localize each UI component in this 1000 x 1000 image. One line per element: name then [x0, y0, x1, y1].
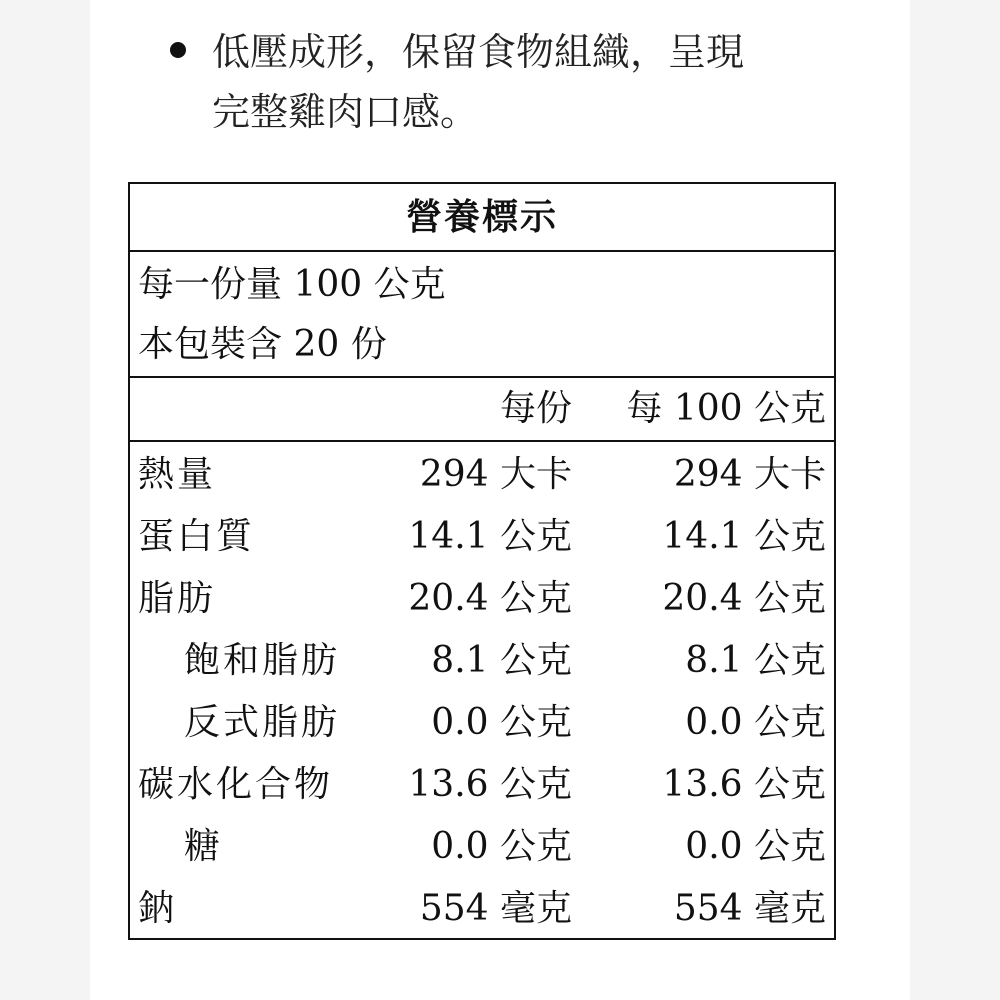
label-title: 營養標示 — [130, 184, 834, 252]
nutrient-row-calories — [130, 444, 834, 506]
nutrient-row-trans-fat — [130, 692, 834, 754]
nutrient-row-sugar — [130, 816, 834, 878]
per-100g-value: 0.0 公克 — [685, 702, 826, 743]
per-100g-value: 14.1 公克 — [662, 516, 826, 557]
serving-size: 每一份量 100 公克 — [138, 264, 446, 305]
bullet-text — [212, 22, 850, 142]
nutrient-row-saturated-fat — [130, 630, 834, 692]
bullet-line-1: 低壓成形，保留食物組織，呈現 — [212, 30, 745, 74]
nutrient-row-protein — [130, 506, 834, 568]
nutrient-row-carbohydrate — [130, 754, 834, 816]
col-per-100g: 每 100 公克 — [626, 388, 826, 429]
per-100g-value: 20.4 公克 — [662, 578, 826, 619]
per-100g-value: 294 大卡 — [673, 454, 826, 495]
nutrient-name: 飽和脂肪 — [184, 640, 341, 681]
per-serving-value: 14.1 公克 — [408, 516, 572, 557]
nutrient-name: 碳水化合物 — [138, 764, 334, 805]
nutrition-label — [128, 182, 836, 940]
nutrient-name: 脂肪 — [138, 578, 217, 619]
per-serving-value: 13.6 公克 — [408, 764, 572, 805]
nutrient-name: 糖 — [184, 826, 224, 867]
servings-per-pack: 本包裝含 20 份 — [138, 324, 387, 365]
per-serving-value: 0.0 公克 — [431, 826, 572, 867]
nutrient-rows — [130, 442, 834, 940]
nutrient-name: 熱量 — [138, 454, 217, 495]
bullet-dot-icon — [170, 42, 186, 58]
column-header — [130, 378, 834, 442]
per-serving-value: 0.0 公克 — [431, 702, 572, 743]
per-serving-value: 294 大卡 — [419, 454, 572, 495]
nutrient-name: 反式脂肪 — [184, 702, 341, 743]
per-serving-value: 20.4 公克 — [408, 578, 572, 619]
serving-info — [130, 252, 834, 378]
nutrient-name: 蛋白質 — [138, 516, 256, 557]
per-100g-value: 8.1 公克 — [685, 640, 826, 681]
per-100g-value: 554 毫克 — [673, 888, 826, 929]
per-serving-value: 554 毫克 — [419, 888, 572, 929]
per-100g-value: 13.6 公克 — [662, 764, 826, 805]
feature-bullet — [170, 22, 850, 142]
nutrient-name: 鈉 — [138, 888, 178, 929]
nutrient-row-fat — [130, 568, 834, 630]
per-100g-value: 0.0 公克 — [685, 826, 826, 867]
bullet-line-2: 完整雞肉口感。 — [212, 90, 479, 134]
col-per-serving: 每份 — [499, 388, 572, 429]
per-serving-value: 8.1 公克 — [431, 640, 572, 681]
nutrient-row-sodium — [130, 878, 834, 940]
